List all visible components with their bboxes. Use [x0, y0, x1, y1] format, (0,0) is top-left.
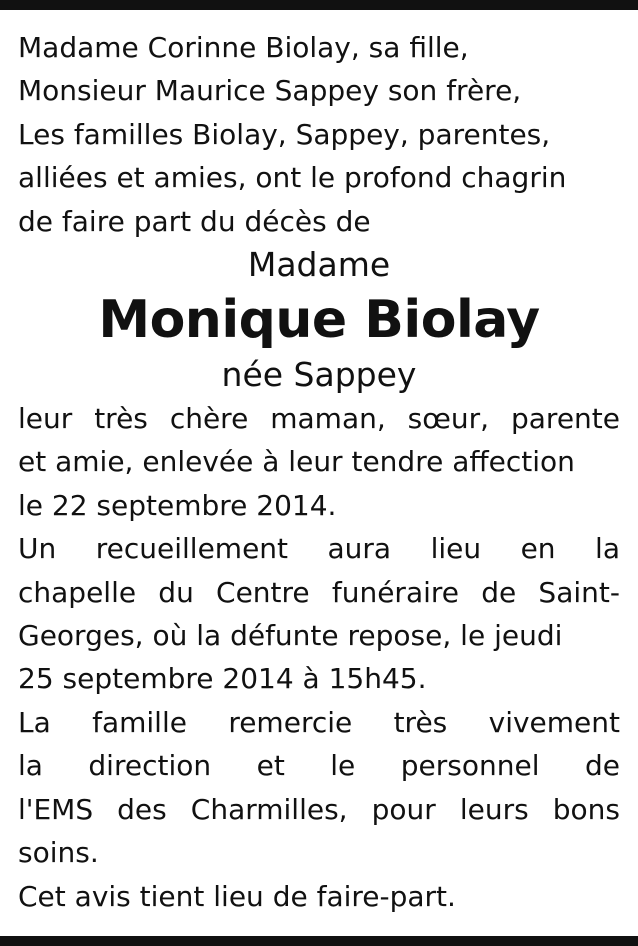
deceased-name: Monique Biolay [98, 290, 540, 351]
intro-line: Les familles Biolay, Sappey, parentes, [18, 117, 551, 151]
intro-line: Madame Corinne Biolay, sa fille, [18, 31, 469, 64]
word: en [520, 532, 556, 566]
intro-line: Monsieur Maurice Sappey son frère, [18, 74, 522, 108]
word: vivement [488, 705, 620, 739]
word: très [94, 402, 148, 436]
word: Centre [216, 575, 310, 609]
intro-line: de faire part du décès de [18, 204, 371, 238]
word: funéraire [331, 575, 460, 609]
body-line [18, 788, 620, 831]
body-line [18, 571, 620, 614]
intro-line: alliées et amies, ont le profond chagrin [18, 161, 567, 195]
word: lieu [430, 532, 482, 566]
word: le [330, 749, 356, 783]
body-line [18, 397, 620, 440]
word: de [481, 575, 517, 609]
word: pour [371, 792, 436, 826]
word: la [595, 532, 620, 566]
word: chapelle [18, 575, 137, 609]
bottom-border-rule [0, 936, 638, 946]
word: bons [552, 792, 620, 826]
word: Charmilles, [190, 792, 348, 826]
word: direction [88, 749, 212, 783]
word: La [18, 705, 51, 739]
word: sœur, [407, 402, 490, 436]
word: du [158, 575, 194, 609]
word: chère [169, 402, 249, 436]
word: Saint- [538, 575, 620, 609]
body-line [18, 701, 620, 744]
body-line: Georges, où la défunte repose, le jeudi [18, 619, 563, 653]
word: aura [327, 532, 392, 566]
word: leurs [459, 792, 529, 826]
body-line [18, 744, 620, 787]
body-line: le 22 septembre 2014. [18, 488, 337, 522]
body-line [18, 527, 620, 570]
word: de [584, 749, 620, 783]
word: des [117, 792, 167, 826]
word: la [18, 749, 43, 783]
word: Un [18, 532, 57, 566]
word: maman, [270, 402, 386, 436]
word: recueillement [95, 532, 289, 566]
body-line: 25 septembre 2014 à 15h45. [18, 662, 427, 696]
body-line: et amie, enlevée à leur tendre affection [18, 445, 575, 479]
body-line: soins. [18, 836, 99, 870]
word: très [393, 705, 448, 739]
maiden-name: née Sappey [221, 355, 417, 395]
word: l'EMS [18, 792, 94, 826]
obituary-notice [18, 26, 620, 918]
word: remercie [228, 705, 353, 739]
word: personnel [400, 749, 540, 783]
word: famille [92, 705, 187, 739]
honorific-title: Madame [247, 245, 391, 285]
word: et [256, 749, 285, 783]
word: parente [510, 402, 620, 436]
top-border-rule [0, 0, 638, 10]
body-line: Cet avis tient lieu de faire-part. [18, 879, 456, 913]
word: leur [18, 402, 73, 436]
